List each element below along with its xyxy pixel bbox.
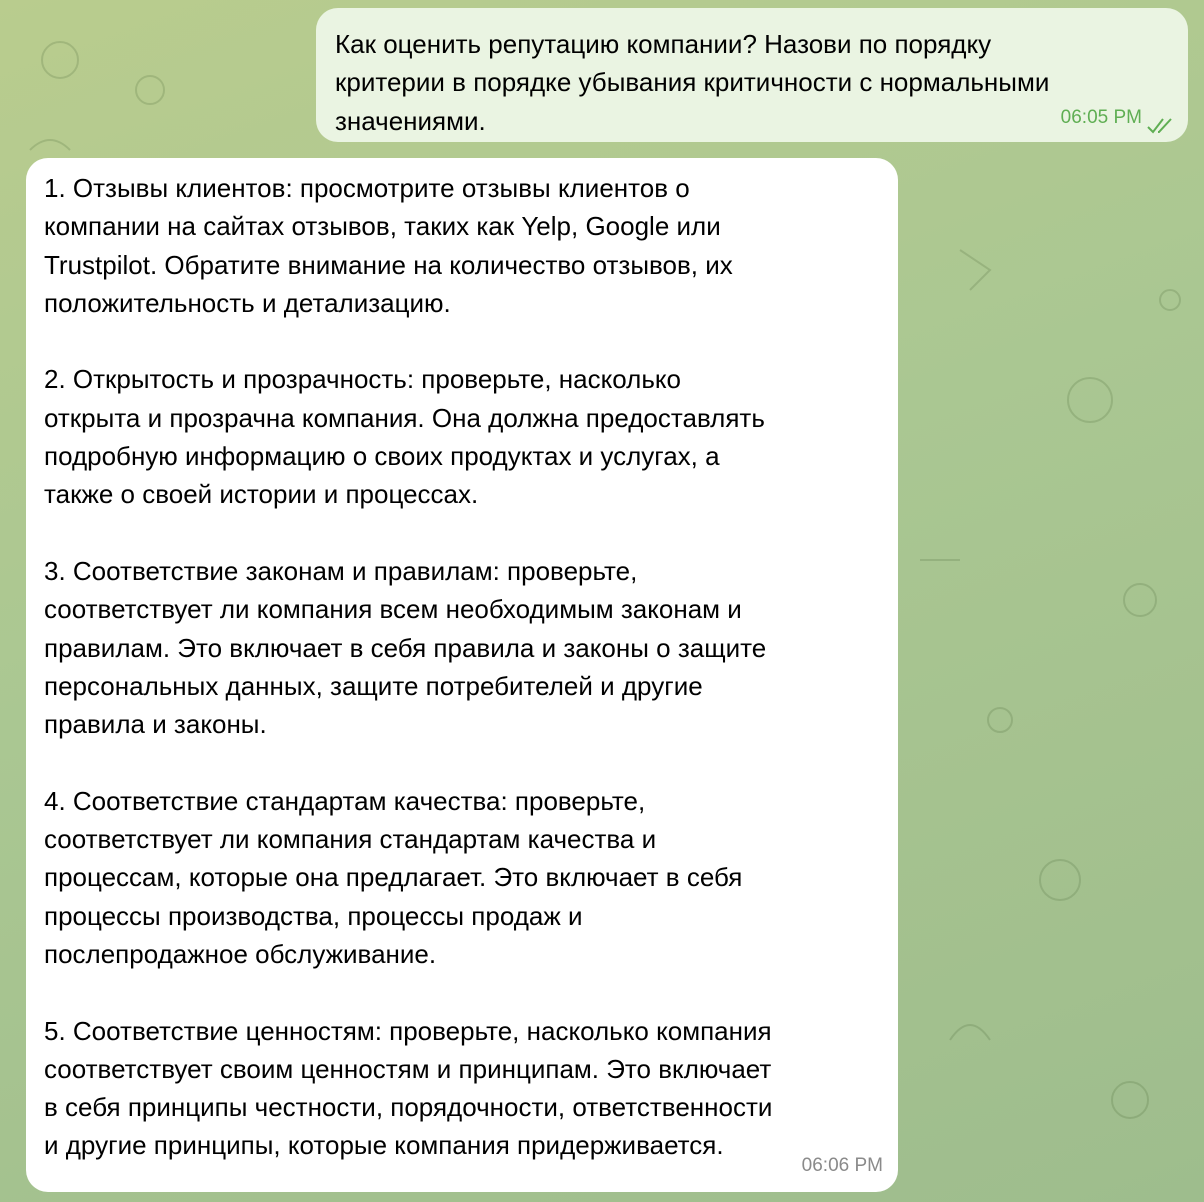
message-text-line: 3. Соответствие законам и правилам: проверьте, bbox=[44, 555, 638, 586]
message-text-line: соответствует своим ценностям и принципам. Это включает bbox=[44, 1053, 772, 1084]
criterion-paragraph bbox=[44, 552, 898, 743]
message-text-line: 2. Открытость и прозрачность: проверьте, насколько bbox=[44, 364, 681, 395]
criterion-paragraph bbox=[44, 169, 898, 322]
message-timestamp: 06:05 PM bbox=[1060, 106, 1142, 128]
message-text-line: подробную информацию о своих продуктах и услугах, а bbox=[44, 441, 720, 472]
message-text-line: положительность и детализацию. bbox=[44, 287, 451, 318]
outgoing-message bbox=[316, 8, 1188, 142]
message-text-line: 4. Соответствие стандартам качества: проверьте, bbox=[44, 785, 646, 816]
message-text-line: также о своей истории и процессах. bbox=[44, 479, 479, 510]
message-text-line: правила и законы. bbox=[44, 709, 267, 740]
message-text-line: Как оценить репутацию компании? Назови по порядку bbox=[335, 29, 992, 59]
message-text-line: 5. Соответствие ценностям: проверьте, насколько компания bbox=[44, 1015, 772, 1046]
message-text-line: соответствует ли компания всем необходимым законам и bbox=[44, 594, 742, 625]
message-text-line: соответствует ли компания стандартам качества и bbox=[44, 824, 657, 855]
message-text-line: процессы производства, процессы продаж и bbox=[44, 900, 583, 931]
criterion-paragraph bbox=[44, 1012, 898, 1165]
criterion-paragraph bbox=[44, 782, 898, 973]
message-text-line: Trustpilot. Обратите внимание на количество отзывов, их bbox=[44, 249, 733, 280]
message-text-line: и другие принципы, которые компания придерживается. bbox=[44, 1130, 724, 1161]
message-text-line: открыта и прозрачна компания. Она должна предоставлять bbox=[44, 402, 765, 433]
message-text-line: компании на сайтах отзывов, таких как Yelp, Google или bbox=[44, 211, 721, 242]
message-text-line: правилам. Это включает в себя правила и законы о защите bbox=[44, 632, 767, 663]
message-text-line: послепродажное обслуживание. bbox=[44, 938, 437, 969]
double-check-icon bbox=[1146, 117, 1178, 135]
message-text-line: в себя принципы честности, порядочности, ответственности bbox=[44, 1092, 773, 1123]
message-text-line: критерии в порядке убывания критичности с нормальными bbox=[335, 67, 1050, 98]
message-timestamp: 06:06 PM bbox=[801, 1154, 883, 1176]
message-text-line: процессам, которые она предлагает. Это включает в себя bbox=[44, 862, 743, 893]
message-text-line: значениями. bbox=[335, 105, 486, 136]
criterion-paragraph bbox=[44, 360, 898, 513]
message-text-line: 1. Отзывы клиентов: просмотрите отзывы клиентов о bbox=[44, 173, 690, 203]
message-text-line: персональных данных, защите потребителей и другие bbox=[44, 670, 703, 701]
incoming-message bbox=[26, 158, 898, 1192]
